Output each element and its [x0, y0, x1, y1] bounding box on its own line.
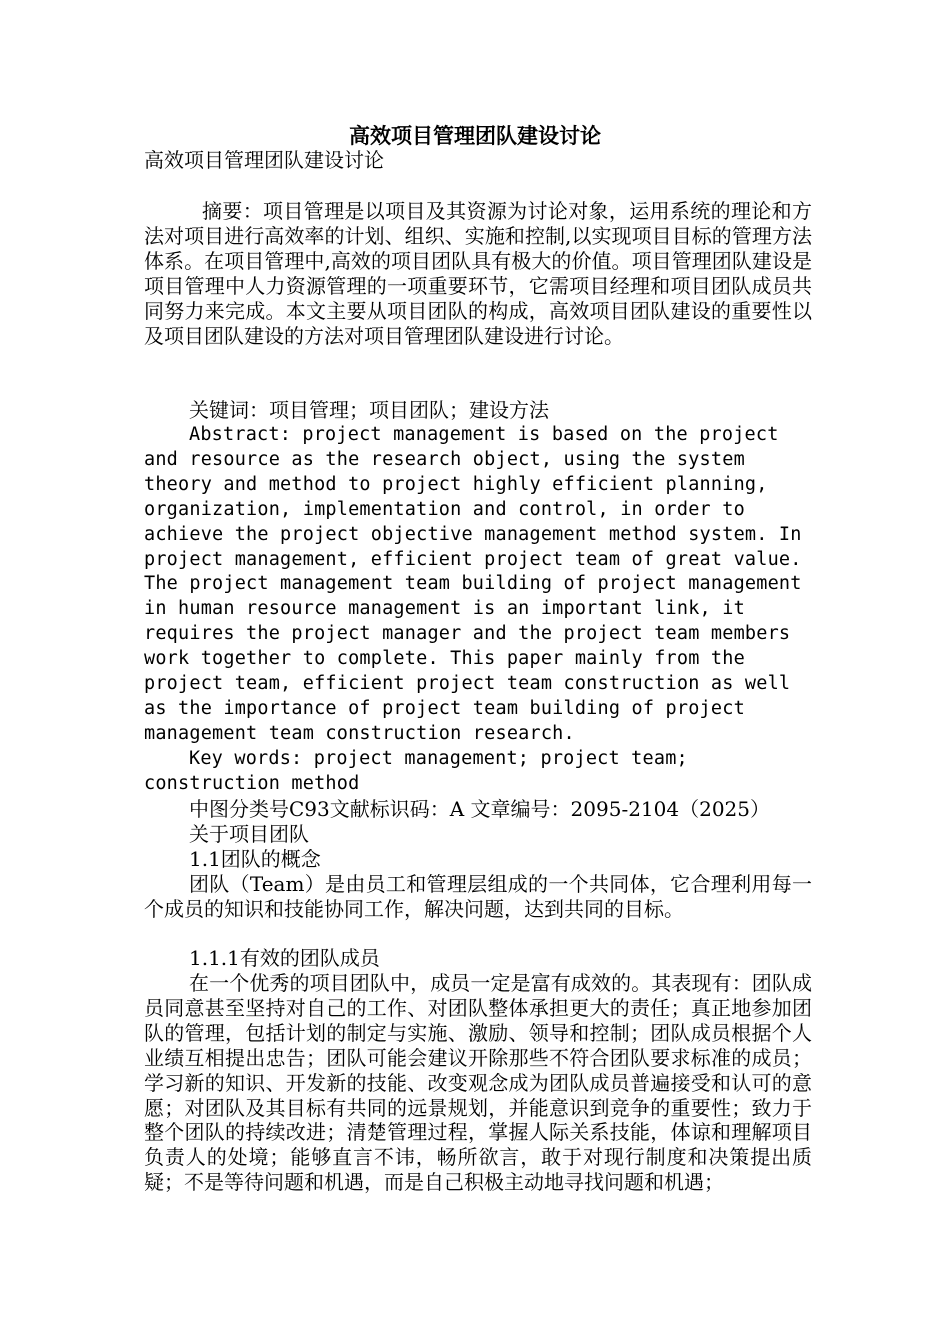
- section-heading-1-1: 1.1团队的概念: [189, 847, 321, 871]
- paragraph-effective-members: 在一个优秀的项目团队中，成员一定是富有成效的。其表现有：团队成员同意甚至坚持对自己的工作、对团队整体承担更大的责任；真正地参加团队的管理，包括计划的制定与实施、激励、领导和控制；团队成员根据个人业绩互相提出忠告；团队可能会建议开除那些不符合团队要求标准的成员；学习新的知识、开发新的技能、改变观念成为团队成员普遍接受和认可的意愿；对团队及其目标有共同的远景规划，并能意识到竞争的重要性；致力于整个团队的持续改进；清楚管理过程，掌握人际关系技能，体谅和理解项目负责人的处境；能够直言不讳，畅所欲言，敢于对现行制度和决策提出质疑；不是等待问题和机遇，而是自己积极主动地寻找问题和机遇；: [144, 971, 812, 1195]
- document-title: 高效项目管理团队建设讨论: [349, 123, 601, 148]
- section-heading-1: 关于项目团队: [189, 822, 309, 846]
- keywords-chinese: 关键词：项目管理；项目团队；建设方法: [189, 398, 549, 422]
- classification-line: 中图分类号C93文献标识码：A 文章编号：2095-2104（2025）: [189, 797, 771, 821]
- paragraph-team-concept: 团队（Team）是由员工和管理层组成的一个共同体，它合理利用每一个成员的知识和技能协同工作，解决问题，达到共同的目标。: [144, 872, 812, 921]
- abstract-chinese: 摘要：项目管理是以项目及其资源为讨论对象，运用系统的理论和方法对项目进行高效率的计划、组织、实施和控制,以实现项目目标的管理方法体系。在项目管理中,高效的项目团队具有极大的价值。项目管理团队建设是项目管理中人力资源管理的一项重要环节，它需项目经理和项目团队成员共同努力来完成。本文主要从项目团队的构成，高效项目团队建设的重要性以及项目团队建设的方法对项目管理团队建设进行讨论。: [144, 199, 812, 348]
- keywords-english: Key words: project management; project team; construction method: [144, 748, 688, 794]
- abstract-english: Abstract: project management is based on the project and resource as the research object, using the system theory and method to project highly efficient planning, organization, implementation and control, in order to achieve the project objective management method system. In project management, efficient project team of great value. The project management team building of project management in human resource management is an important link, it requires the project manager and the project team members work together to complete. This paper mainly from the project team, efficient project team construction as well as the importance of project team building of project management team construction research.: [144, 424, 802, 744]
- section-heading-1-1-1: 1.1.1有效的团队成员: [189, 946, 380, 970]
- document-subtitle: 高效项目管理团队建设讨论: [144, 148, 384, 172]
